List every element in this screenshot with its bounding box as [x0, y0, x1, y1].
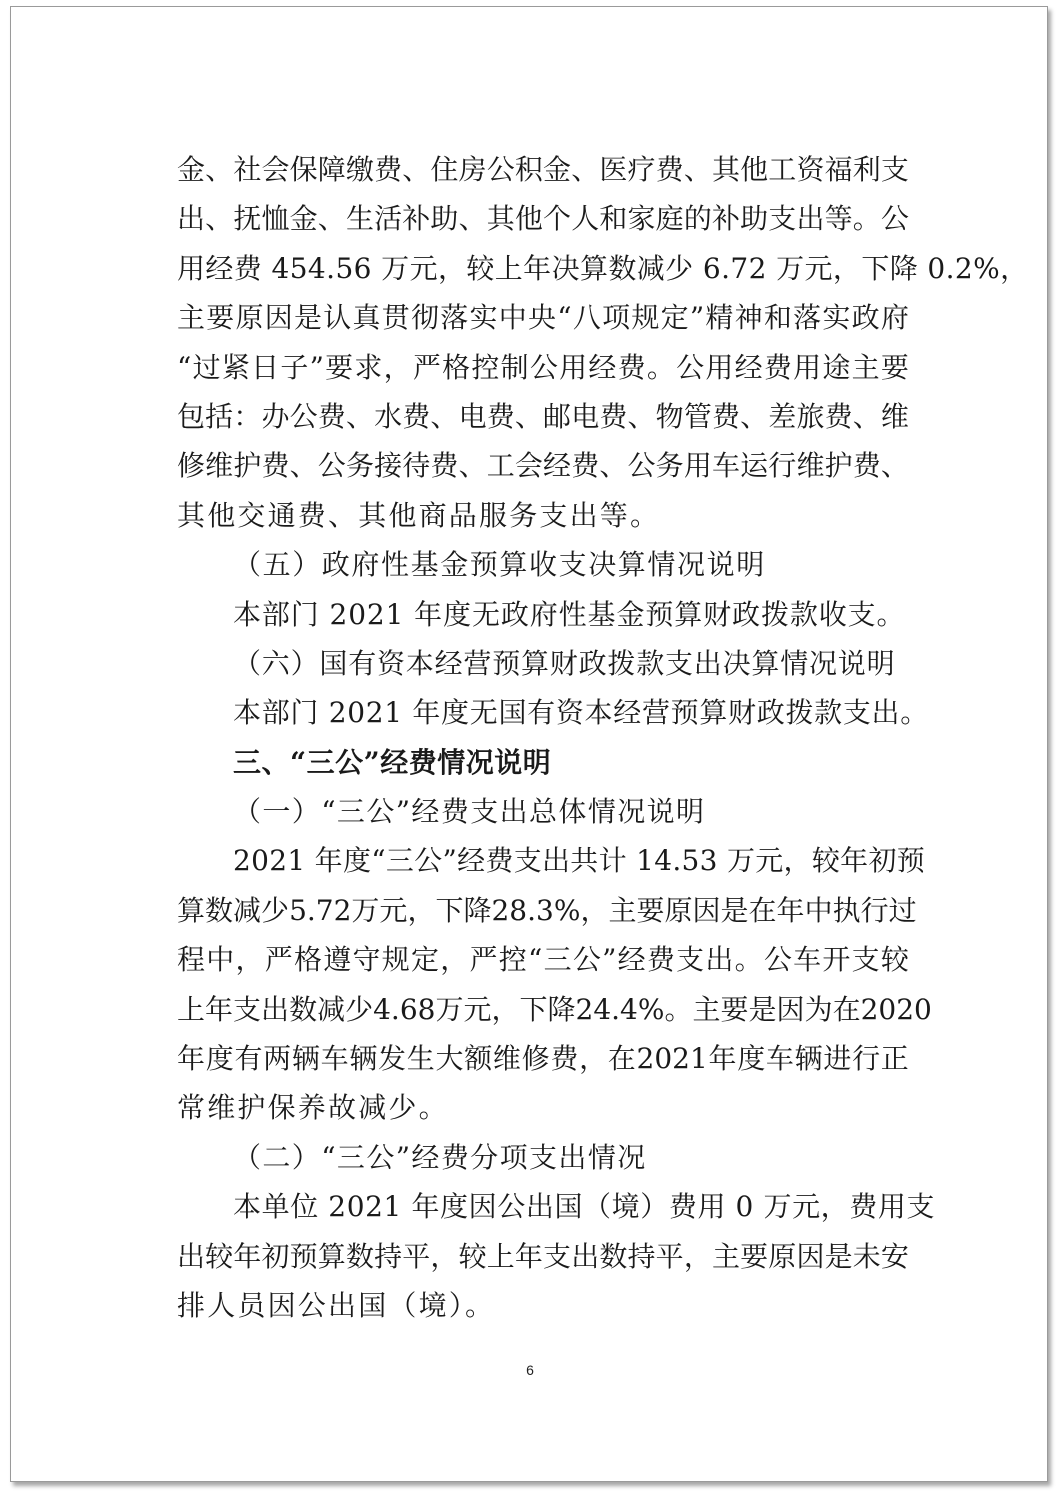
subsection-heading: （一）“三公”经费支出总体情况说明 [233, 795, 706, 829]
paragraph-line: 出 、 抚 恤 金 、 生 活 补 助 、 其 他 个 人 和 家 庭 的 补 助 支 出 等 。 公 [177, 202, 909, 236]
document-page [10, 6, 1048, 1482]
paragraph-line: 年 度 有 两 辆 车 辆 发 生 大 额 维 修 费 ， 在 2021 年 度 车 辆 进 行 正 [177, 1042, 909, 1076]
paragraph-line: “ 过 紧 日 子 ” 要 求 ， 严 格 控 制 公 用 经 费 。 公 用 经 费 用 途 主 要 [177, 350, 909, 384]
paragraph-line: 程 中 ， 严 格 遵 守 规 定 ， 严 控 “ 三 公 ” 经 费 支 出 。 公 车 开 支 较 [177, 943, 909, 977]
paragraph-line: 其他交通费、其他商品服务支出等。 [177, 498, 661, 532]
paragraph-line: 金 、 社 会 保 障 缴 费 、 住 房 公 积 金 、 医 疗 费 、 其 他 工 资 福 利 支 [177, 153, 909, 186]
chapter-heading: 三、“三公”经费情况说明 [233, 745, 552, 779]
paragraph-line: 主 要 原 因 是 认 真 贯 彻 落 实 中 央 “ 八 项 规 定 ” 精 神 和 落 实 政 府 [177, 301, 909, 335]
paragraph-line: 常维护保养故减少。 [177, 1091, 449, 1125]
paragraph-line: 排人员因公出国（境）。 [177, 1288, 496, 1322]
paragraph-line: 本单位 2021 年度因公出国（境）费用 0 万元，费用支 [233, 1190, 936, 1224]
section-text: 本部门 2021 年度无国有资本经营预算财政拨款支出。 [233, 696, 929, 730]
paragraph-line: 算 数 减 少 5.72 万 元 ， 下 降 28.3% ， 主 要 原 因 是 在 年 中 执 行 过 [177, 893, 917, 927]
page-number: 6 [526, 1362, 534, 1378]
paragraph-line: 2021 年度“三公”经费支出共计 14.53 万元，较年初预 [233, 844, 926, 878]
paragraph-line: 包 括 ： 办 公 费 、 水 费 、 电 费 、 邮 电 费 、 物 管 费 、 差 旅 费 、 维 [177, 399, 909, 433]
subsection-heading: （二）“三公”经费分项支出情况 [233, 1140, 647, 1174]
paragraph-line: 修 维 护 费 、 公 务 接 待 费 、 工 会 经 费 、 公 务 用 车 运 行 维 护 费 、 [177, 449, 909, 483]
paragraph-line: 出 较 年 初 预 算 数 持 平 ， 较 上 年 支 出 数 持 平 ， 主 要 原 因 是 未 安 [177, 1239, 909, 1273]
section-text: 本部门 2021 年度无政府性基金预算财政拨款收支。 [233, 597, 906, 631]
section-heading: （五）政府性基金预算收支决算情况说明 [233, 548, 766, 582]
section-heading: （六）国有资本经营预算财政拨款支出决算情况说明 [233, 646, 896, 680]
paragraph-line: 用经费 454.56 万元，较上年决算数减少 6.72 万元，下降 0.2%， [177, 251, 1029, 285]
page-content [177, 145, 1029, 1330]
paragraph-line: 上 年 支 出 数 减 少 4.68 万 元 ， 下 降 24.4% 。 主 要 是 因 为 在 2020 [177, 992, 932, 1026]
